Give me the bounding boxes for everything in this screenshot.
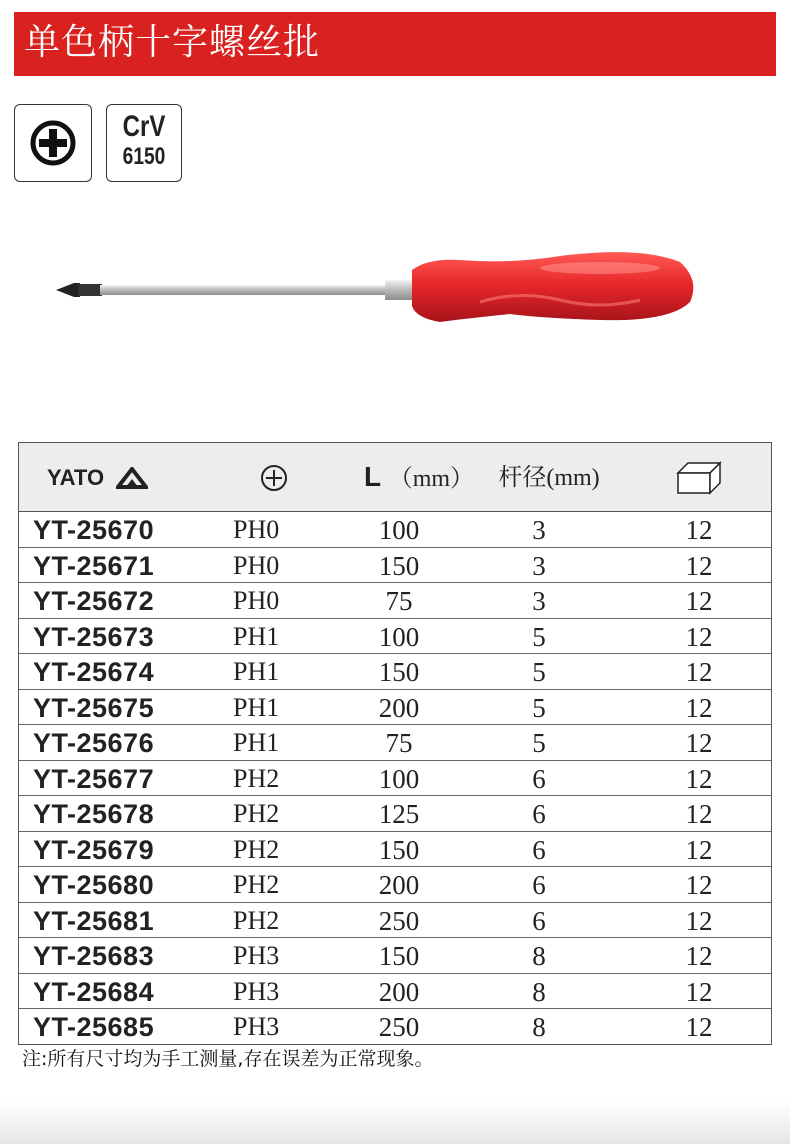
- tip-size: PH2: [233, 834, 280, 864]
- quantity-value: 12: [685, 657, 713, 687]
- quantity-value: 12: [685, 905, 713, 936]
- quantity-value: 12: [685, 728, 713, 758]
- length-label: L: [363, 461, 382, 492]
- diameter-value: 5: [532, 621, 546, 652]
- diameter-value: 8: [532, 941, 546, 971]
- brand-name: YATO: [47, 465, 105, 490]
- brand-header: [47, 443, 187, 511]
- diameter-value: 5: [532, 728, 546, 758]
- tip-size: PH1: [233, 728, 280, 757]
- quantity-column-header: [639, 443, 759, 511]
- tip-size: PH1: [233, 621, 280, 651]
- diameter-unit: (mm): [546, 465, 600, 491]
- quantity-value: 12: [685, 763, 713, 794]
- length-value: 250: [378, 1012, 420, 1042]
- product-code: YT-25673: [33, 621, 155, 652]
- product-code: YT-25670: [33, 515, 155, 545]
- length-value: 100: [378, 515, 420, 545]
- diameter-column-header: [474, 443, 624, 511]
- length-value: 100: [378, 763, 420, 794]
- bottom-fade: [0, 1100, 790, 1144]
- length-value: 150: [378, 657, 420, 687]
- diameter-value: 3: [532, 550, 546, 581]
- tip-size: PH0: [233, 586, 280, 615]
- quantity-value: 12: [685, 976, 713, 1007]
- tip-size: PH2: [233, 763, 280, 793]
- tip-size: PH1: [233, 657, 280, 686]
- table-row: [19, 903, 771, 939]
- table-row: [19, 974, 771, 1010]
- phillips-cross-icon: [15, 105, 91, 181]
- tip-size: PH0: [233, 515, 280, 544]
- tip-size: PH3: [233, 941, 280, 970]
- table-row: [19, 583, 771, 619]
- product-code: YT-25684: [33, 976, 155, 1007]
- diameter-value: 8: [532, 976, 546, 1007]
- tip-size: PH0: [233, 550, 280, 580]
- quantity-value: 12: [685, 941, 713, 971]
- length-value: 150: [378, 941, 420, 971]
- product-code: YT-25674: [33, 657, 155, 687]
- diameter-value: 3: [532, 515, 546, 545]
- tip-size: PH3: [233, 1012, 280, 1041]
- length-value: 200: [378, 692, 420, 723]
- yato-logo-icon: [116, 467, 148, 489]
- quantity-value: 12: [685, 550, 713, 581]
- length-value: 125: [378, 799, 420, 829]
- diameter-value: 6: [532, 834, 546, 865]
- length-value: 100: [378, 621, 420, 652]
- diameter-value: 8: [532, 1012, 546, 1042]
- tip-column-header: [229, 443, 319, 511]
- table-row: [19, 654, 771, 690]
- quantity-value: 12: [685, 870, 713, 900]
- quantity-value: 12: [685, 1012, 713, 1042]
- tip-size: PH2: [233, 905, 280, 935]
- product-code: YT-25679: [33, 834, 155, 865]
- length-unit: （mm）: [388, 466, 475, 492]
- tip-size: PH1: [233, 692, 280, 722]
- diameter-label: 杆径: [498, 463, 547, 491]
- table-row: [19, 690, 771, 726]
- diameter-value: 6: [532, 799, 546, 829]
- product-code: YT-25676: [33, 728, 155, 758]
- diameter-value: 6: [532, 763, 546, 794]
- quantity-value: 12: [685, 692, 713, 723]
- tip-type-badge: [14, 104, 92, 182]
- table-row: [19, 867, 771, 903]
- product-code: YT-25681: [33, 905, 155, 936]
- table-header: [19, 443, 771, 512]
- title-banner: [14, 12, 776, 76]
- spec-table: [18, 442, 772, 1045]
- quantity-value: 12: [685, 799, 713, 829]
- quantity-value: 12: [685, 586, 713, 616]
- product-code: YT-25675: [33, 692, 155, 723]
- product-code: YT-25683: [33, 941, 155, 971]
- tip-size: PH3: [233, 976, 280, 1006]
- table-row: [19, 548, 771, 584]
- length-value: 250: [378, 905, 420, 936]
- diameter-value: 6: [532, 870, 546, 900]
- table-row: [19, 796, 771, 832]
- table-row: [19, 761, 771, 797]
- length-value: 75: [385, 728, 413, 758]
- material-name: CrV: [122, 110, 166, 143]
- screwdriver-image: [40, 240, 700, 330]
- quantity-value: 12: [685, 621, 713, 652]
- table-row: [19, 512, 771, 548]
- material-grade: 6150: [122, 143, 166, 170]
- table-body: [19, 512, 771, 1044]
- table-row: [19, 619, 771, 655]
- measurement-note: 注:所有尺寸均为手工测量,存在误差为正常现象。: [22, 1048, 434, 1070]
- quantity-value: 12: [685, 834, 713, 865]
- length-value: 150: [378, 550, 420, 581]
- diameter-value: 6: [532, 905, 546, 936]
- table-row: [19, 725, 771, 761]
- table-row: [19, 938, 771, 974]
- product-code: YT-25672: [33, 586, 155, 616]
- box-icon: [676, 461, 722, 495]
- phillips-cross-icon: [259, 463, 289, 493]
- length-value: 200: [378, 976, 420, 1007]
- product-code: YT-25671: [33, 550, 155, 581]
- length-value: 200: [378, 870, 420, 900]
- table-row: [19, 1009, 771, 1044]
- product-code: YT-25678: [33, 799, 155, 829]
- product-code: YT-25680: [33, 870, 155, 900]
- length-value: 75: [385, 586, 413, 616]
- material-badge: [106, 104, 182, 182]
- tip-size: PH2: [233, 799, 280, 828]
- product-code: YT-25677: [33, 763, 155, 794]
- length-value: 150: [378, 834, 420, 865]
- product-code: YT-25685: [33, 1012, 155, 1042]
- page-title: 单色柄十字螺丝批: [24, 22, 321, 63]
- diameter-value: 3: [532, 586, 546, 616]
- tip-size: PH2: [233, 870, 280, 899]
- diameter-value: 5: [532, 657, 546, 687]
- table-row: [19, 832, 771, 868]
- diameter-value: 5: [532, 692, 546, 723]
- quantity-value: 12: [685, 515, 713, 545]
